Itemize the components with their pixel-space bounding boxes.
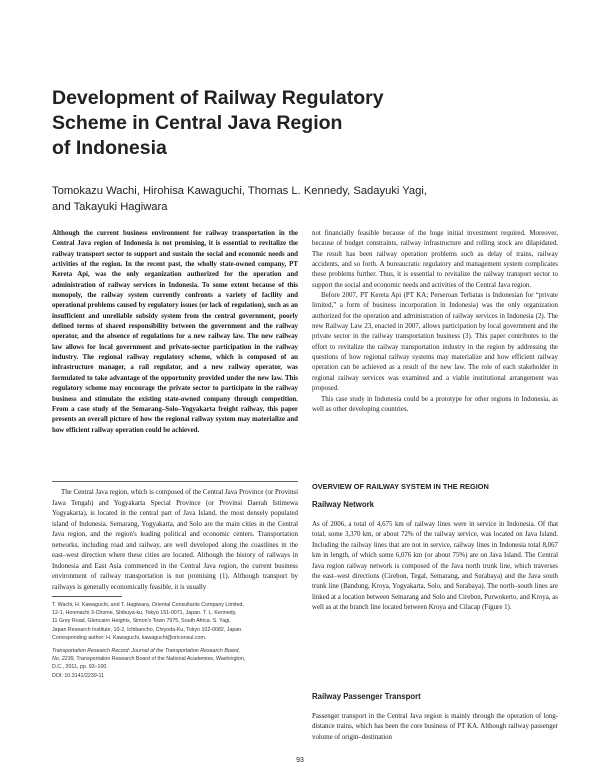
journal-name: Transportation Research Record: Journal of the Transportation Research Board,: [52, 648, 240, 654]
footnote-divider: [52, 596, 122, 597]
passenger-transport-body: [312, 712, 558, 743]
left-column-body: [52, 488, 298, 593]
title-line-1: Development of Railway Regulatory: [52, 87, 384, 109]
railway-network-body: [312, 520, 558, 614]
abstract-text: Although the current business environment for railway transportation in the Central Java region of Indonesia is not promising, it is essential to revitalize the railway transport sector to support and sustain the social and economic needs and activities of the region. In the recent past, the wholly state-owned company, PT Kereta Api, was the only organization authorized for the operation and administration of railway services in Indonesia. To some extent because of this monopoly, the railway system currently confronts a variety of facility and operational problems caused by regulatory issues (or lack of regulation), such as an insufficient and unreliable subsidy system from the central government, poorly defined terms of shared responsibility between the government and the railway operator, and the absence of regulations for a new railway law. The new railway law allows for local government and private-sector participation in the railway industry. The regional railway regulatory scheme, which is composed of an infrastructure manager, a rail regulator, and a new railway operator, was formulated to take advantage of the opportunity provided under the new law. This regulatory scheme may encourage the private sector to participate in the railway business and stimulate the existing state-owned company through competition. From a case study of the Semarang–Solo–Yogyakarta freight railway, this paper presents an overall picture of how the regional railway system may materialize and how efficient railway operation could be achieved.: [52, 230, 298, 434]
affiliation-line-2: 12-1, Honmachi 3-Chome, Shibuya-ku, Tokyo 151-0071, Japan. T. L. Kennedy,: [52, 610, 237, 617]
intro-paragraph-4: This case study in Indonesia could be a prototype for other regions in Indonesia, as well as other developing countries.: [312, 395, 558, 413]
passenger-transport-paragraph: Passenger transport in the Central Java region is mainly through the operation of long-distance trains, which has been the core business of PT KA. Although railway passenger volume of origin–destination: [312, 713, 558, 741]
abstract-divider: [52, 481, 298, 482]
right-column-body: [312, 229, 558, 415]
affiliation-line-1: T. Wachi, H. Kawaguchi, and T. Hagiwara, Oriental Consultants Company Limited,: [52, 602, 244, 608]
paper-title: [52, 86, 472, 161]
section-heading-overview: OVERVIEW OF RAILWAY SYSTEM IN THE REGION: [312, 482, 489, 491]
subheading-passenger-transport: Railway Passenger Transport: [312, 692, 421, 701]
abstract: [52, 229, 298, 436]
title-line-2: Scheme in Central Java Region: [52, 112, 343, 134]
railway-network-paragraph: As of 2006, a total of 4,675 km of railway lines were in service in Indonesia. Of that total, some 3,370 km, or about 72% of the railway service, was located on Java Island. Including the railway lines that are not in service, railway lines in Indonesia total 8,067 km in length, of which some 6,076 km (or about 75%) are on Java Island. The Central Java region railway network is composed of the Java north trunk line, which traverses the east–west directions (Cirebon, Tegal, Semarang, and Surabaya) and the Java south trunk line (Bandung, Kroya, Yogyakarta, Solo, and Surabaya). The north–south lines are linked at a location between Semarang and Solo and Cirebon, Purwokerto, and Kroya, as well as at the branch line located between Kroya and Cilacap (Figure 1).: [312, 521, 558, 612]
journal-doi[interactable]: DOI: 10.3141/2239-11: [52, 672, 105, 679]
subheading-railway-network: Railway Network: [312, 500, 374, 509]
author-affiliations: [52, 601, 298, 642]
authors-line-1: Tomokazu Wachi, Hirohisa Kawaguchi, Thomas L. Kennedy, Sadayuki Yagi,: [52, 185, 427, 197]
journal-issue-line: [52, 655, 298, 663]
corresponding-author: Corresponding author: H. Kawaguchi, kawaguchi@oriconsul.com.: [52, 634, 207, 641]
intro-paragraph-3: Before 2007, PT Kereta Api (PT KA; Perseroan Terbatas is Indonesian for “private limited,” a form of business incorporation in Indonesia) was the only organization authorized for the operation and administration of railway services in Indonesia (2). The new Railway Law 23, enacted in 2007, allows participation by local government and the private sector in the railway transportation business (3). This paper contributes to the effort to revitalize the railway transportation industry in the region by addressing the questions of how regional railway systems may materialize and how efficient railway operation can be achieved as a result of the new law. The role of each stakeholder in regional railway services was examined and a viable institutional arrangement was proposed.: [312, 292, 558, 393]
affiliation-line-3: 11 Grey Road, Glencairn Heights, Simon's Town 7975, South Africa. S. Yagi,: [52, 618, 231, 625]
affiliation-line-4: Japan Research Institute, 10-2, Ichibancho, Chiyoda-Ku, Tokyo 102-0082, Japan.: [52, 626, 243, 633]
page-number: 93: [296, 757, 304, 764]
journal-citation: [52, 647, 298, 680]
journal-publisher: Transportation Research Board of the National Academies, Washington,: [74, 656, 246, 663]
author-list: [52, 183, 532, 215]
title-line-3: of Indonesia: [52, 137, 167, 159]
authors-line-2: and Takayuki Hagiwara: [52, 201, 168, 213]
intro-paragraph-2: not financially feasible because of the huge initial investment required. Moreover, because of budget constraints, railway infrastructure and rolling stock are dilapidated. The result has been railway operation problems such as delay of trains, railway accidents, and so forth. A bureaucratic regulatory and management system complicates these problems further. Thus, it is essential to revitalize the railway transport sector to support the social and economic needs and activities of the Central Java region.: [312, 230, 558, 289]
journal-issue-number: No. 2239,: [52, 656, 75, 663]
journal-pages: D.C., 2011, pp. 93–100.: [52, 664, 108, 671]
intro-paragraph-1: The Central Java region, which is composed of the Central Java Province (or Provinsi Jawa Tengah) and Yogyakarta Special Province (or Provinsi Daerah Istimewa Yogyakarta), is located in the central part of Java Island, the most densely populated island of Indonesia. Semarang, Yogyakarta, and Solo are the main cities in the Central Java region, and the region's leading political and economic centers. Transportation networks, including road and railway, are well developed along the coastlines in the east–west direction where these cities are located. Although the history of railways in Indonesia and East Asia commenced in the Central Java region, the current business environment of railway transportation is not promising (1). Although transport by railways is generally economically feasible, it is usually: [52, 489, 298, 591]
